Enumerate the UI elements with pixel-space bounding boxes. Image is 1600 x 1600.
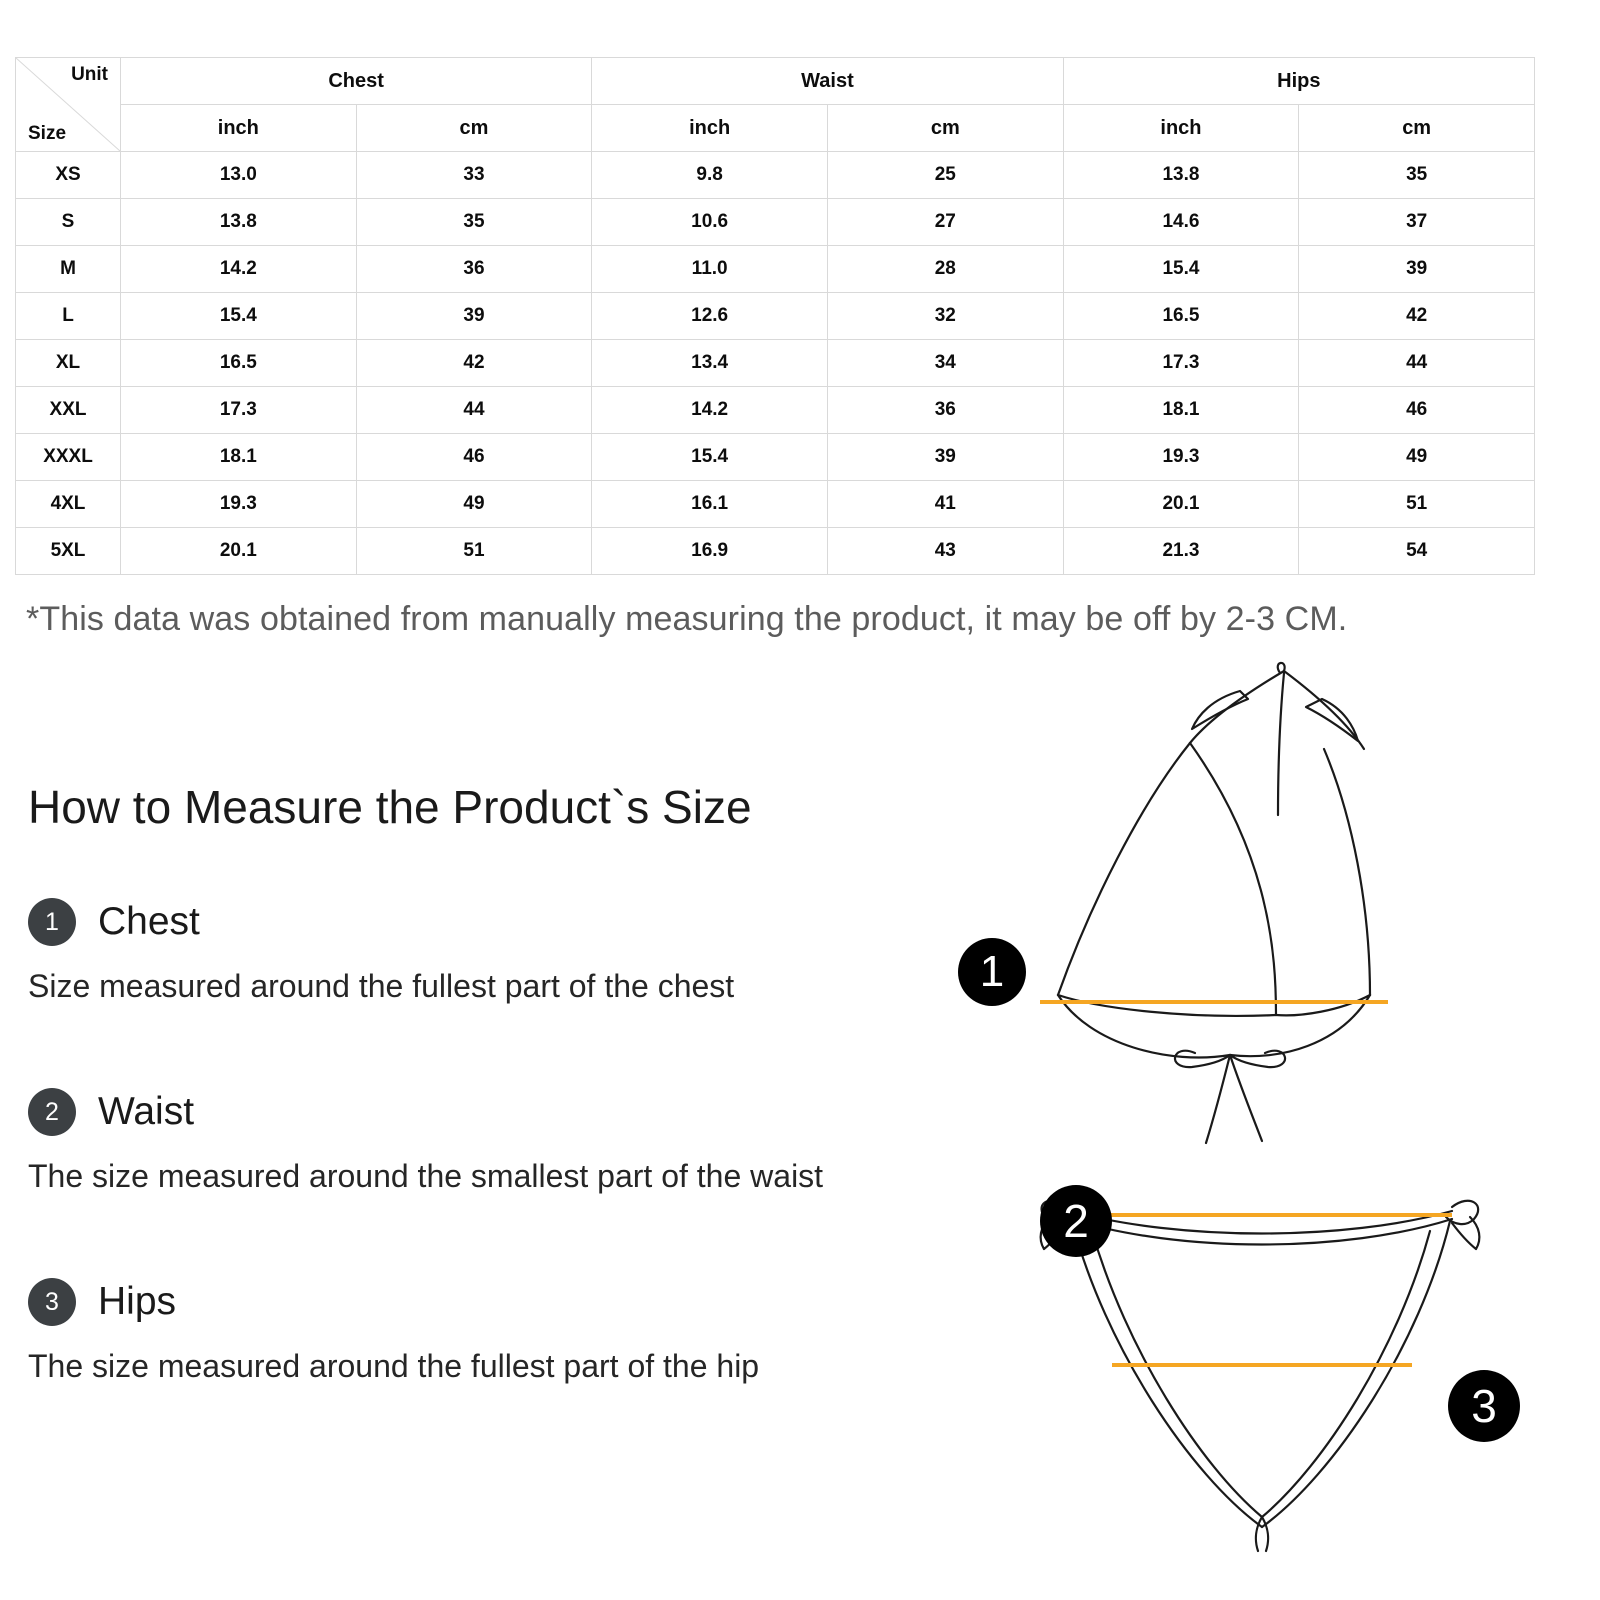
page-title: How to Measure the Product`s Size [28,781,752,833]
cell-waist-inch: 14.2 [592,387,828,434]
table-row [16,246,1535,293]
table-row [16,481,1535,528]
cell-waist-inch: 9.8 [592,152,828,199]
step-description-hips: The size measured around the fullest part of the hip [28,1348,760,1384]
table-row [16,387,1535,434]
table-row [16,152,1535,199]
cell-waist-inch: 15.4 [592,434,828,481]
row-size-label: 5XL [16,528,121,575]
cell-hips-cm: 54 [1299,528,1535,575]
cell-chest-inch: 16.5 [121,340,357,387]
size-chart-table-wrapper [15,57,1535,575]
table-row [16,199,1535,246]
table-size-label: Size [28,123,67,144]
row-size-label: XL [16,340,121,387]
row-size-label: XS [16,152,121,199]
cell-hips-cm: 51 [1299,481,1535,528]
step-header-chest [28,898,1028,946]
cell-waist-cm: 41 [827,481,1063,528]
cell-hips-inch: 17.3 [1063,340,1299,387]
cell-chest-inch: 20.1 [121,528,357,575]
cell-hips-inch: 20.1 [1063,481,1299,528]
table-group-header-chest: Chest [121,58,592,105]
step-header-waist [28,1088,1028,1136]
row-size-label: S [16,199,121,246]
cell-hips-cm: 46 [1299,387,1535,434]
cell-chest-cm: 44 [356,387,592,434]
cell-waist-inch: 11.0 [592,246,828,293]
cell-hips-inch: 13.8 [1063,152,1299,199]
row-size-label: L [16,293,121,340]
cell-chest-inch: 19.3 [121,481,357,528]
step-label-waist: Waist [98,1090,195,1133]
cell-waist-cm: 34 [827,340,1063,387]
table-corner-cell [16,58,121,152]
table-unit-header-chest-inch: inch [121,105,357,152]
cell-chest-cm: 49 [356,481,592,528]
table-group-header-hips: Hips [1063,58,1534,105]
measure-step-chest [28,898,1028,1005]
table-unit-header-waist-cm: cm [827,105,1063,152]
table-row [16,434,1535,481]
cell-chest-inch: 15.4 [121,293,357,340]
cell-chest-cm: 42 [356,340,592,387]
cell-chest-inch: 18.1 [121,434,357,481]
table-unit-header-chest-cm: cm [356,105,592,152]
cell-chest-inch: 17.3 [121,387,357,434]
step-header-hips [28,1278,1028,1326]
table-row [16,340,1535,387]
step-number-badge-3: 3 [28,1278,76,1326]
cell-waist-cm: 25 [827,152,1063,199]
cell-hips-inch: 16.5 [1063,293,1299,340]
cell-hips-inch: 19.3 [1063,434,1299,481]
cell-waist-inch: 16.1 [592,481,828,528]
step-description-waist: The size measured around the smallest part of the waist [28,1158,824,1194]
cell-chest-cm: 36 [356,246,592,293]
table-unit-label: Unit [71,64,108,85]
cell-waist-inch: 12.6 [592,293,828,340]
step-number-badge-1: 1 [28,898,76,946]
cell-hips-cm: 44 [1299,340,1535,387]
illustration-marker-3: 3 [1448,1370,1520,1442]
cell-hips-inch: 18.1 [1063,387,1299,434]
cell-hips-inch: 21.3 [1063,528,1299,575]
cell-waist-inch: 16.9 [592,528,828,575]
table-header-row-units [16,105,1535,152]
table-unit-header-hips-cm: cm [1299,105,1535,152]
cell-hips-inch: 15.4 [1063,246,1299,293]
row-size-label: XXXL [16,434,121,481]
cell-waist-inch: 10.6 [592,199,828,246]
step-label-chest: Chest [98,900,200,943]
cell-chest-inch: 14.2 [121,246,357,293]
cell-hips-inch: 14.6 [1063,199,1299,246]
table-group-header-waist: Waist [592,58,1063,105]
step-label-hips: Hips [98,1280,177,1323]
cell-chest-cm: 39 [356,293,592,340]
cell-chest-cm: 35 [356,199,592,246]
measurement-disclaimer-note: *This data was obtained from manually measuring the product, it may be off by 2-3 CM. [26,600,1348,638]
cell-waist-cm: 36 [827,387,1063,434]
measure-step-hips [28,1278,1028,1385]
table-unit-header-waist-inch: inch [592,105,828,152]
table-row [16,293,1535,340]
table-row [16,528,1535,575]
cell-hips-cm: 37 [1299,199,1535,246]
illustration-marker-1: 1 [958,938,1026,1006]
table-header-row-groups [16,58,1535,105]
cell-hips-cm: 49 [1299,434,1535,481]
step-number-badge-2: 2 [28,1088,76,1136]
cell-waist-cm: 32 [827,293,1063,340]
table-unit-header-hips-inch: inch [1063,105,1299,152]
measure-step-waist [28,1088,1028,1195]
illustration-marker-2: 2 [1040,1185,1112,1257]
cell-chest-inch: 13.8 [121,199,357,246]
cell-chest-inch: 13.0 [121,152,357,199]
cell-chest-cm: 46 [356,434,592,481]
bikini-top-illustration [940,655,1400,1175]
cell-chest-cm: 33 [356,152,592,199]
size-chart-table [15,57,1535,575]
cell-hips-cm: 42 [1299,293,1535,340]
step-description-chest: Size measured around the fullest part of the chest [28,968,735,1004]
cell-hips-cm: 35 [1299,152,1535,199]
cell-waist-inch: 13.4 [592,340,828,387]
cell-waist-cm: 39 [827,434,1063,481]
row-size-label: M [16,246,121,293]
row-size-label: XXL [16,387,121,434]
row-size-label: 4XL [16,481,121,528]
cell-waist-cm: 43 [827,528,1063,575]
cell-waist-cm: 28 [827,246,1063,293]
cell-chest-cm: 51 [356,528,592,575]
cell-waist-cm: 27 [827,199,1063,246]
cell-hips-cm: 39 [1299,246,1535,293]
